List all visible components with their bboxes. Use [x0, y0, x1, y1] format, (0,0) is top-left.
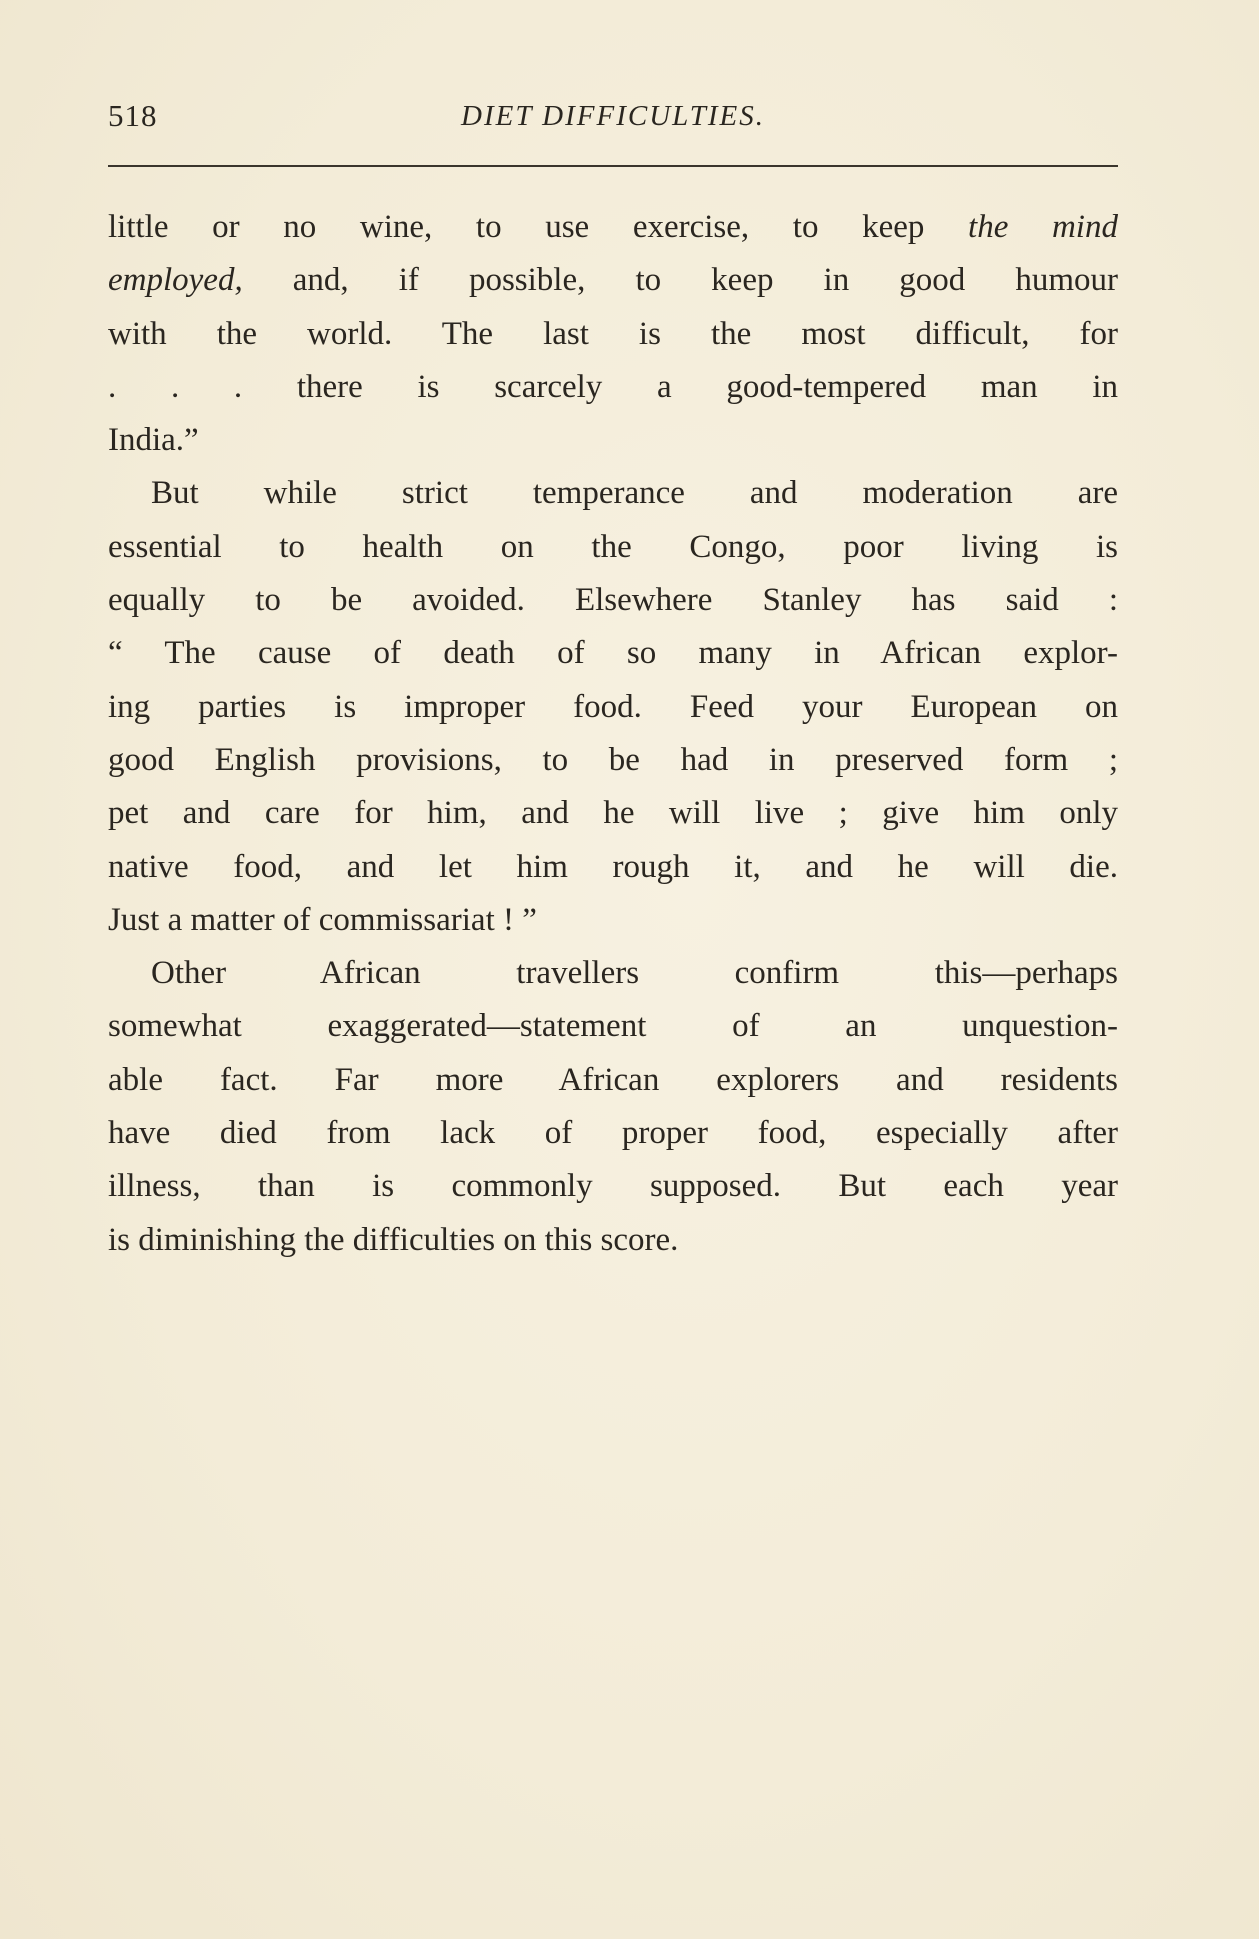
text-line: [108, 1107, 1118, 1160]
text-segment: India.”: [108, 422, 199, 459]
text-line: [108, 787, 1118, 840]
text-segment: good English provisions, to be had in preserved form ;: [108, 741, 1118, 778]
body-text: [108, 201, 1118, 1267]
text-segment: is diminishing the difficulties on this score.: [108, 1221, 679, 1258]
text-line: [108, 894, 1118, 947]
text-segment: able fact. Far more African explorers and residents: [108, 1061, 1118, 1098]
text-line: [108, 308, 1118, 361]
text-line: [108, 1000, 1118, 1053]
text-line: [108, 574, 1118, 627]
paragraph: [108, 467, 1118, 947]
text-line: [108, 681, 1118, 734]
italic-text: the mind: [968, 209, 1118, 245]
header-rule: [108, 165, 1118, 167]
text-segment: illness, than is commonly supposed. But each year: [108, 1168, 1118, 1205]
text-line: [108, 361, 1118, 414]
running-head: DIET DIFFICULTIES.: [461, 100, 765, 132]
text-line: [108, 627, 1118, 680]
text-line: [108, 1214, 1118, 1267]
text-segment: Other African travellers confirm this—perhaps: [151, 955, 1118, 992]
text-line: [108, 947, 1118, 1000]
text-segment: and, if possible, to keep in good humour: [242, 262, 1118, 299]
text-line: [108, 414, 1118, 467]
page-header: [108, 98, 1118, 148]
italic-text: employed,: [108, 262, 243, 299]
text-segment: ing parties is improper food. Feed your European on: [108, 688, 1118, 725]
text-line: [108, 254, 1118, 307]
text-segment: native food, and let him rough it, and he will die.: [108, 848, 1118, 885]
paragraph: [108, 201, 1118, 467]
text-line: [108, 201, 1118, 254]
text-segment: But while strict temperance and moderation are: [151, 475, 1118, 512]
text-line: [108, 1160, 1118, 1213]
text-segment: pet and care for him, and he will live ; give him only: [108, 795, 1118, 832]
paragraph: [108, 947, 1118, 1267]
text-line: [108, 467, 1118, 520]
text-segment: Just a matter of commissariat ! ”: [108, 901, 537, 938]
text-segment: little or no wine, to use exercise, to keep: [108, 209, 969, 245]
text-line: [108, 734, 1118, 787]
text-segment: have died from lack of proper food, especially after: [108, 1115, 1118, 1152]
text-segment: with the world. The last is the most difficult, for: [108, 315, 1118, 352]
text-line: [108, 1054, 1118, 1107]
text-segment: essential to health on the Congo, poor living is: [108, 528, 1118, 565]
text-segment: “ The cause of death of so many in African explor-: [108, 635, 1118, 672]
text-segment: . . . there is scarcely a good-tempered man in: [108, 368, 1118, 405]
text-segment: equally to be avoided. Elsewhere Stanley has said :: [108, 582, 1118, 619]
text-line: [108, 521, 1118, 574]
text-line: [108, 841, 1118, 894]
page-number: 518: [108, 98, 158, 133]
text-segment: somewhat exaggerated—statement of an unquestion-: [108, 1008, 1118, 1045]
